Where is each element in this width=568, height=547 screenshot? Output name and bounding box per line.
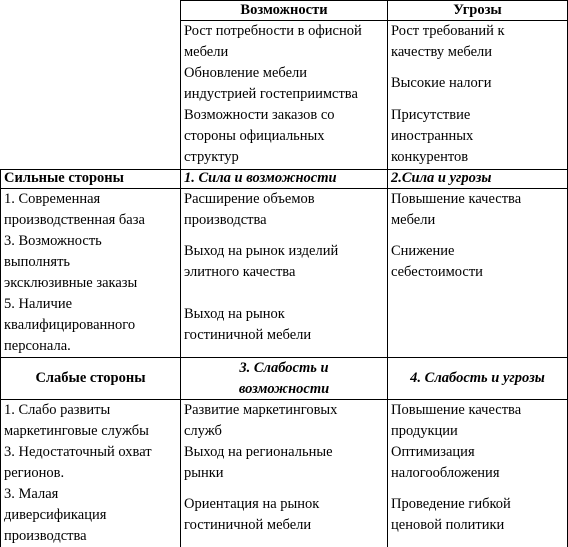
list-item: маркетинговые службы	[4, 423, 149, 439]
list-item: служб	[184, 423, 222, 439]
list-item: Повышение качества	[391, 402, 522, 418]
list-item: Повышение качества	[391, 191, 522, 207]
list-item: выполнять	[4, 254, 71, 270]
list-item: Выход на рынок	[184, 306, 285, 322]
list-item: производства	[4, 528, 87, 544]
list-item: 3. Малая	[4, 486, 59, 502]
list-item: Рост потребности в офисной	[184, 23, 362, 39]
list-item: Обновление мебели	[184, 65, 307, 81]
header-opportunities: Возможности	[240, 2, 328, 18]
so-title: 1. Сила и возможности	[184, 170, 337, 186]
list-item: структур	[184, 149, 239, 165]
list-item: гостиничной мебели	[184, 327, 312, 343]
list-item: Выход на региональные	[184, 444, 333, 460]
list-item: 1. Слабо развиты	[4, 402, 111, 418]
list-item: качеству мебели	[391, 44, 492, 60]
list-item: мебели	[184, 44, 229, 60]
list-item: Рост требований к	[391, 23, 505, 39]
wo-title-line1: 3. Слабость и	[239, 360, 329, 376]
list-item: производства	[184, 212, 267, 228]
list-item: стороны официальных	[184, 128, 325, 144]
list-item: Оптимизация	[391, 444, 475, 460]
list-item: Развитие маркетинговых	[184, 402, 338, 418]
list-item: Снижение	[391, 243, 455, 259]
list-item: рынки	[184, 465, 224, 481]
list-item: квалифицированного	[4, 317, 136, 333]
list-item: Ориентация на рынок	[184, 496, 320, 512]
list-item: 5. Наличие	[4, 296, 73, 312]
list-item: продукции	[391, 423, 458, 439]
list-item: Присутствие	[391, 107, 471, 123]
list-item: гостиничной мебели	[184, 517, 312, 533]
header-threats: Угрозы	[453, 2, 502, 18]
list-item: Расширение объемов	[184, 191, 315, 207]
list-item: индустрией гостеприимства	[184, 86, 358, 102]
wt-title: 4. Слабость и угрозы	[410, 370, 545, 386]
grid-line	[180, 0, 181, 547]
list-item: регионов.	[4, 465, 65, 481]
weaknesses-title: Слабые стороны	[35, 370, 146, 386]
list-item: 3. Недостаточный охват	[4, 444, 152, 460]
list-item: Высокие налоги	[391, 75, 492, 91]
wo-title-line2: возможности	[238, 381, 330, 397]
list-item: конкурентов	[391, 149, 469, 165]
list-item: элитного качества	[184, 264, 296, 280]
list-item: налогообложения	[391, 465, 500, 481]
list-item: себестоимости	[391, 264, 483, 280]
list-item: иностранных	[391, 128, 474, 144]
strengths-title: Сильные стороны	[4, 170, 124, 186]
list-item: Выход на рынок изделий	[184, 243, 339, 259]
grid-line	[0, 169, 1, 547]
list-item: 3. Возможность	[4, 233, 102, 249]
list-item: Возможности заказов со	[184, 107, 335, 123]
list-item: 1. Современная	[4, 191, 101, 207]
list-item: персонала.	[4, 338, 71, 354]
list-item: мебели	[391, 212, 436, 228]
st-title: 2.Сила и угрозы	[391, 170, 492, 186]
list-item: ценовой политики	[391, 517, 505, 533]
list-item: диверсификация	[4, 507, 107, 523]
list-item: эксклюзивные заказы	[4, 275, 138, 291]
grid-line	[387, 0, 388, 547]
list-item: Проведение гибкой	[391, 496, 511, 512]
list-item: производственная база	[4, 212, 145, 228]
